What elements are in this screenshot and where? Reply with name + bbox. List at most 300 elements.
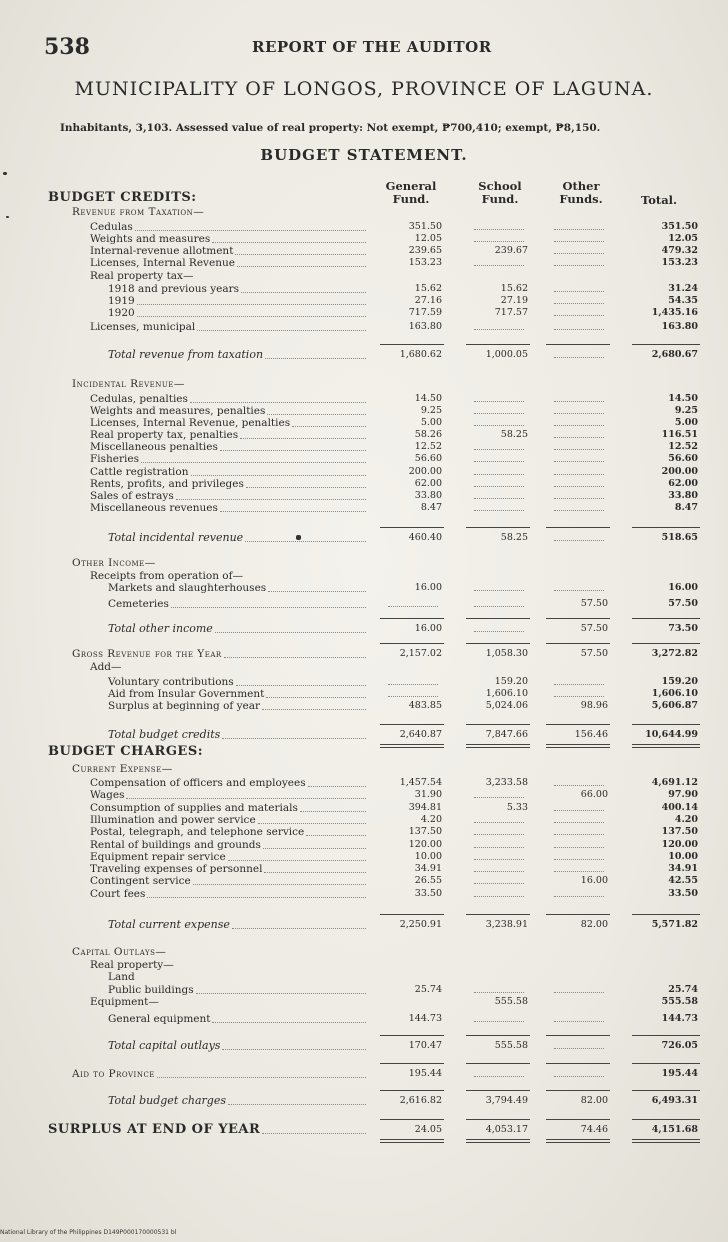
empty-cell-leader	[554, 437, 604, 438]
row-label: Licenses, municipal	[90, 321, 196, 333]
dot-leader	[137, 304, 366, 305]
general-fund-value: 10.00	[414, 851, 442, 862]
school-fund-value: 4,053.17	[485, 1124, 528, 1135]
general-fund-value: 12.52	[414, 441, 442, 452]
row-label: Licenses, Internal Revenue, penalties	[90, 417, 291, 429]
total-value: 14.50	[668, 393, 698, 404]
dot-leader	[232, 928, 366, 929]
general-fund-value: 239.65	[408, 245, 442, 256]
table-row	[0, 502, 728, 514]
empty-cell-leader	[474, 329, 524, 330]
general-fund-value: 9.25	[420, 405, 442, 416]
row-label: Land	[108, 971, 135, 983]
dot-leader	[308, 786, 366, 787]
row-label: Illumination and power service	[90, 814, 256, 826]
dot-leader	[190, 402, 366, 403]
empty-cell-leader	[474, 486, 524, 487]
total-value: 4,151.68	[651, 1124, 698, 1135]
sum-rule	[632, 1035, 700, 1036]
empty-cell-leader	[474, 498, 524, 499]
dot-leader	[306, 835, 366, 836]
page-blemish	[6, 216, 9, 218]
dot-leader	[126, 798, 366, 799]
row-label: Aid to Province	[72, 1068, 155, 1080]
empty-cell-leader	[554, 896, 604, 897]
dot-leader	[264, 872, 366, 873]
sum-rule	[466, 1119, 530, 1120]
page-title: MUNICIPALITY OF LONGOS, PROVINCE OF LAGUNA.	[74, 78, 654, 100]
table-row	[0, 270, 728, 282]
row-label: Total revenue from taxation	[108, 348, 264, 361]
table-row	[0, 570, 728, 582]
empty-cell-leader	[554, 1076, 604, 1077]
sum-rule	[466, 724, 530, 725]
table-row	[0, 307, 728, 319]
general-fund-value: 58.26	[414, 429, 442, 440]
sum-rule	[380, 1063, 444, 1064]
table-row	[0, 888, 728, 900]
school-fund-value: 5.33	[506, 802, 528, 813]
total-value: 159.20	[661, 676, 698, 687]
row-label: Equipment—	[90, 996, 159, 1008]
dot-leader	[266, 697, 366, 698]
sum-rule	[546, 344, 610, 345]
table-row	[0, 851, 728, 863]
total-value: 33.50	[668, 888, 698, 899]
other-funds-value: 98.96	[580, 700, 608, 711]
general-fund-value: 120.00	[408, 839, 442, 850]
row-label: Total capital outlays	[108, 1039, 221, 1052]
school-fund-value: 5,024.06	[485, 700, 528, 711]
total-value: 34.91	[668, 863, 698, 874]
table-row	[0, 648, 728, 660]
school-fund-value: 1,058.30	[485, 648, 528, 659]
other-funds-value: 57.50	[580, 648, 608, 659]
total-value: 56.60	[668, 453, 698, 464]
row-label: Miscellaneous penalties	[90, 441, 218, 453]
table-row	[0, 257, 728, 269]
school-fund-value: 239.67	[494, 245, 528, 256]
empty-cell-leader	[554, 229, 604, 230]
school-fund-value: 1,606.10	[485, 688, 528, 699]
page-blemish	[296, 535, 301, 540]
general-fund-value: 137.50	[408, 826, 442, 837]
dot-leader	[212, 1022, 366, 1023]
general-fund-value: 25.74	[414, 984, 442, 995]
table-row	[0, 919, 728, 931]
table-row	[0, 1095, 728, 1107]
total-value: 4.20	[674, 814, 698, 825]
table-row	[0, 802, 728, 814]
sum-rule	[546, 643, 610, 644]
row-label: Cattle registration	[90, 466, 189, 478]
empty-cell-leader	[554, 401, 604, 402]
empty-cell-leader	[474, 449, 524, 450]
sum-rule	[380, 1119, 444, 1120]
sum-rule	[380, 914, 444, 915]
dot-leader	[193, 884, 366, 885]
table-row	[0, 814, 728, 826]
sum-rule	[380, 527, 444, 528]
general-fund-value: 460.40	[408, 532, 442, 543]
total-value: 1,435.16	[651, 307, 698, 318]
statement-title: BUDGET STATEMENT.	[260, 146, 468, 164]
row-label: 1919	[108, 295, 135, 307]
total-value: 120.00	[661, 839, 698, 850]
total-value: 54.35	[668, 295, 698, 306]
general-fund-value: 24.05	[414, 1124, 442, 1135]
empty-cell-leader	[474, 1021, 524, 1022]
empty-cell-leader	[554, 265, 604, 266]
general-fund-value: 12.05	[414, 233, 442, 244]
table-row	[0, 233, 728, 245]
row-label: Weights and measures	[90, 233, 211, 245]
row-label: Real property tax—	[90, 270, 194, 282]
sum-rule	[546, 1035, 610, 1036]
column-header-school-fund: School Fund.	[478, 179, 522, 206]
school-fund-value: 58.25	[500, 429, 528, 440]
table-row	[0, 532, 728, 544]
empty-cell-leader	[554, 303, 604, 304]
empty-cell-leader	[474, 401, 524, 402]
dot-leader	[241, 292, 366, 293]
total-value: 116.51	[661, 429, 698, 440]
empty-cell-leader	[554, 590, 604, 591]
sum-rule	[466, 527, 530, 528]
general-fund-value: 2,640.87	[399, 729, 442, 740]
dot-leader	[262, 1133, 366, 1134]
general-fund-value: 2,157.02	[399, 648, 442, 659]
dot-leader	[171, 607, 366, 608]
sum-rule	[546, 724, 610, 725]
table-row	[0, 378, 728, 390]
sum-rule	[632, 1090, 700, 1091]
sum-rule	[632, 914, 700, 915]
table-row	[0, 777, 728, 789]
school-fund-value: 7,847.66	[485, 729, 528, 740]
general-fund-value: 34.91	[414, 863, 442, 874]
dot-leader	[262, 709, 366, 710]
total-value: 200.00	[661, 466, 698, 477]
row-label: Consumption of supplies and materials	[90, 802, 298, 814]
total-value: 12.52	[668, 441, 698, 452]
sum-rule	[632, 643, 700, 644]
school-fund-value: 27.19	[500, 295, 528, 306]
empty-cell-leader	[554, 785, 604, 786]
total-value: 400.14	[661, 802, 698, 813]
total-value: 31.24	[668, 283, 698, 294]
empty-cell-leader	[474, 871, 524, 872]
empty-cell-leader	[554, 510, 604, 511]
table-row	[0, 598, 728, 610]
dot-leader	[263, 848, 366, 849]
general-fund-value: 200.00	[408, 466, 442, 477]
row-label: Internal-revenue allotment	[90, 245, 234, 257]
total-value: 16.00	[668, 582, 698, 593]
empty-cell-leader	[554, 1048, 604, 1049]
total-value: 5.00	[674, 417, 698, 428]
row-label: Real property—	[90, 959, 174, 971]
dot-leader	[220, 450, 366, 451]
total-value: 6,493.31	[651, 1095, 698, 1106]
table-row	[0, 295, 728, 307]
row-label: General equipment	[108, 1013, 211, 1025]
empty-cell-leader	[554, 241, 604, 242]
other-funds-value: 82.00	[580, 919, 608, 930]
school-fund-value: 555.58	[494, 1040, 528, 1051]
general-fund-value: 16.00	[414, 582, 442, 593]
row-label: BUDGET CHARGES:	[48, 744, 204, 759]
general-fund-value: 31.90	[414, 789, 442, 800]
table-row	[0, 729, 728, 741]
other-funds-value: 74.46	[580, 1124, 608, 1135]
row-label: Licenses, Internal Revenue	[90, 257, 235, 269]
subtitle: Inhabitants, 3,103. Assessed value of real property: Not exempt, ₱700,410; exempt, ₱8,150.	[60, 122, 601, 134]
empty-cell-leader	[474, 797, 524, 798]
general-fund-value: 153.23	[408, 257, 442, 268]
general-fund-value: 5.00	[420, 417, 442, 428]
general-fund-value: 14.50	[414, 393, 442, 404]
total-value: 351.50	[661, 221, 698, 232]
row-label: SURPLUS AT END OF YEAR	[48, 1122, 261, 1137]
double-rule	[466, 1139, 530, 1143]
school-fund-value: 15.62	[500, 283, 528, 294]
row-label: Real property tax, penalties	[90, 429, 239, 441]
empty-cell-leader	[388, 606, 438, 607]
empty-cell-leader	[554, 413, 604, 414]
table-row	[0, 789, 728, 801]
empty-cell-leader	[554, 822, 604, 823]
total-value: 33.80	[668, 490, 698, 501]
table-row	[0, 1068, 728, 1080]
row-label: Other Income—	[72, 557, 156, 569]
table-row	[0, 206, 728, 218]
general-fund-value: 1,680.62	[399, 349, 442, 360]
dot-leader	[235, 254, 366, 255]
general-fund-value: 4.20	[420, 814, 442, 825]
sum-rule	[632, 527, 700, 528]
total-value: 2,680.67	[651, 349, 698, 360]
sum-rule	[632, 618, 700, 619]
total-value: 9.25	[674, 405, 698, 416]
dot-leader	[212, 242, 366, 243]
table-row	[0, 959, 728, 971]
row-label: Surplus at beginning of year	[108, 700, 261, 712]
empty-cell-leader	[388, 684, 438, 685]
empty-cell-leader	[554, 684, 604, 685]
sum-rule	[546, 914, 610, 915]
row-label: Markets and slaughterhouses	[108, 582, 267, 594]
general-fund-value: 163.80	[408, 321, 442, 332]
table-row	[0, 688, 728, 700]
empty-cell-leader	[474, 461, 524, 462]
sum-rule	[546, 1090, 610, 1091]
dot-leader	[220, 511, 366, 512]
dot-leader	[222, 1049, 366, 1050]
total-value: 518.65	[661, 532, 698, 543]
table-row	[0, 283, 728, 295]
sum-rule	[380, 618, 444, 619]
total-value: 195.44	[661, 1068, 698, 1079]
double-rule	[546, 1139, 610, 1143]
table-row	[0, 221, 728, 233]
sum-rule	[632, 724, 700, 725]
sum-rule	[546, 1119, 610, 1120]
empty-cell-leader	[474, 859, 524, 860]
general-fund-value: 351.50	[408, 221, 442, 232]
general-fund-value: 2,616.82	[399, 1095, 442, 1106]
row-label: Revenue from Taxation—	[72, 206, 205, 218]
school-fund-value: 159.20	[494, 676, 528, 687]
empty-cell-leader	[554, 810, 604, 811]
row-label: Aid from Insular Government	[108, 688, 265, 700]
row-label: Equipment repair service	[90, 851, 226, 863]
row-label: Rents, profits, and privileges	[90, 478, 244, 490]
general-fund-value: 16.00	[414, 623, 442, 634]
general-fund-value: 56.60	[414, 453, 442, 464]
row-label: Cedulas, penalties	[90, 393, 188, 405]
double-rule	[632, 1139, 700, 1143]
row-label: Incidental Revenue—	[72, 378, 185, 390]
dot-leader	[197, 330, 366, 331]
total-value: 479.32	[661, 245, 698, 256]
general-fund-value: 144.73	[408, 1013, 442, 1024]
row-label: Court fees	[90, 888, 146, 900]
row-label: Rental of buildings and grounds	[90, 839, 261, 851]
empty-cell-leader	[554, 871, 604, 872]
empty-cell-leader	[474, 590, 524, 591]
sum-rule	[546, 1063, 610, 1064]
general-fund-value: 195.44	[408, 1068, 442, 1079]
footer-credit: National Library of the Philippines D149P000170000531 bl	[0, 1229, 177, 1236]
dot-leader	[300, 811, 366, 812]
table-row	[0, 192, 728, 204]
empty-cell-leader	[474, 822, 524, 823]
table-row	[0, 875, 728, 887]
sum-rule	[380, 344, 444, 345]
sum-rule	[466, 1063, 530, 1064]
row-label: 1918 and previous years	[108, 283, 240, 295]
empty-cell-leader	[474, 474, 524, 475]
general-fund-value: 717.59	[408, 307, 442, 318]
empty-cell-leader	[388, 696, 438, 697]
dot-leader	[267, 414, 366, 415]
total-value: 97.90	[668, 789, 698, 800]
row-label: Weights and measures, penalties	[90, 405, 266, 417]
empty-cell-leader	[554, 474, 604, 475]
sum-rule	[466, 1035, 530, 1036]
table-row	[0, 661, 728, 673]
sum-rule	[632, 1119, 700, 1120]
table-row	[0, 984, 728, 996]
running-head: REPORT OF THE AUDITOR	[252, 38, 492, 56]
table-row	[0, 417, 728, 429]
row-label: Capital Outlays—	[72, 946, 167, 958]
total-value: 1,606.10	[651, 688, 698, 699]
dot-leader	[258, 823, 366, 824]
general-fund-value: 483.85	[408, 700, 442, 711]
sum-rule	[466, 618, 530, 619]
total-value: 555.58	[661, 996, 698, 1007]
sum-rule	[632, 1063, 700, 1064]
column-header-general-fund: General Fund.	[385, 179, 437, 206]
school-fund-value: 3,238.91	[485, 919, 528, 930]
total-value: 10,644.99	[645, 729, 698, 740]
empty-cell-leader	[474, 896, 524, 897]
general-fund-value: 8.47	[420, 502, 442, 513]
total-value: 25.74	[668, 984, 698, 995]
empty-cell-leader	[554, 847, 604, 848]
sum-rule	[380, 1035, 444, 1036]
empty-cell-leader	[554, 449, 604, 450]
dot-leader	[292, 426, 366, 427]
empty-cell-leader	[474, 883, 524, 884]
dot-leader	[222, 738, 366, 739]
dot-leader	[176, 499, 366, 500]
empty-cell-leader	[554, 425, 604, 426]
school-fund-value: 1,000.05	[485, 349, 528, 360]
dot-leader	[228, 860, 366, 861]
empty-cell-leader	[554, 1021, 604, 1022]
table-row	[0, 746, 728, 758]
total-value: 144.73	[661, 1013, 698, 1024]
empty-cell-leader	[554, 834, 604, 835]
table-row	[0, 466, 728, 478]
total-value: 137.50	[661, 826, 698, 837]
row-label: Public buildings	[108, 984, 194, 996]
table-row	[0, 676, 728, 688]
other-funds-value: 57.50	[580, 598, 608, 609]
row-label: Current Expense—	[72, 763, 173, 775]
empty-cell-leader	[554, 329, 604, 330]
empty-cell-leader	[554, 498, 604, 499]
sum-rule	[466, 344, 530, 345]
other-funds-value: 82.00	[580, 1095, 608, 1106]
row-label: Total incidental revenue	[108, 531, 244, 544]
dot-leader	[215, 632, 366, 633]
row-label: BUDGET CREDITS:	[48, 190, 197, 205]
table-row	[0, 623, 728, 635]
total-value: 42.55	[668, 875, 698, 886]
column-header-total: Total.	[640, 193, 678, 207]
total-value: 5,571.82	[651, 919, 698, 930]
sum-rule	[546, 527, 610, 528]
empty-cell-leader	[474, 631, 524, 632]
dot-leader	[237, 266, 366, 267]
table-row	[0, 393, 728, 405]
row-label: Total budget credits	[108, 728, 221, 741]
total-value: 12.05	[668, 233, 698, 244]
general-fund-value: 1,457.54	[399, 777, 442, 788]
double-rule	[380, 1139, 444, 1143]
school-fund-value: 3,794.49	[485, 1095, 528, 1106]
row-label: Fisheries	[90, 453, 139, 465]
dot-leader	[157, 1077, 366, 1078]
empty-cell-leader	[474, 847, 524, 848]
row-label: Wages	[90, 789, 125, 801]
school-fund-value: 717.57	[494, 307, 528, 318]
sum-rule	[466, 914, 530, 915]
empty-cell-leader	[474, 510, 524, 511]
row-label: Gross Revenue for the Year	[72, 648, 222, 660]
empty-cell-leader	[554, 696, 604, 697]
total-value: 62.00	[668, 478, 698, 489]
empty-cell-leader	[474, 241, 524, 242]
table-row	[0, 557, 728, 569]
row-label: Cemeteries	[108, 598, 169, 610]
row-label: Receipts from operation of—	[90, 570, 244, 582]
dot-leader	[135, 230, 366, 231]
